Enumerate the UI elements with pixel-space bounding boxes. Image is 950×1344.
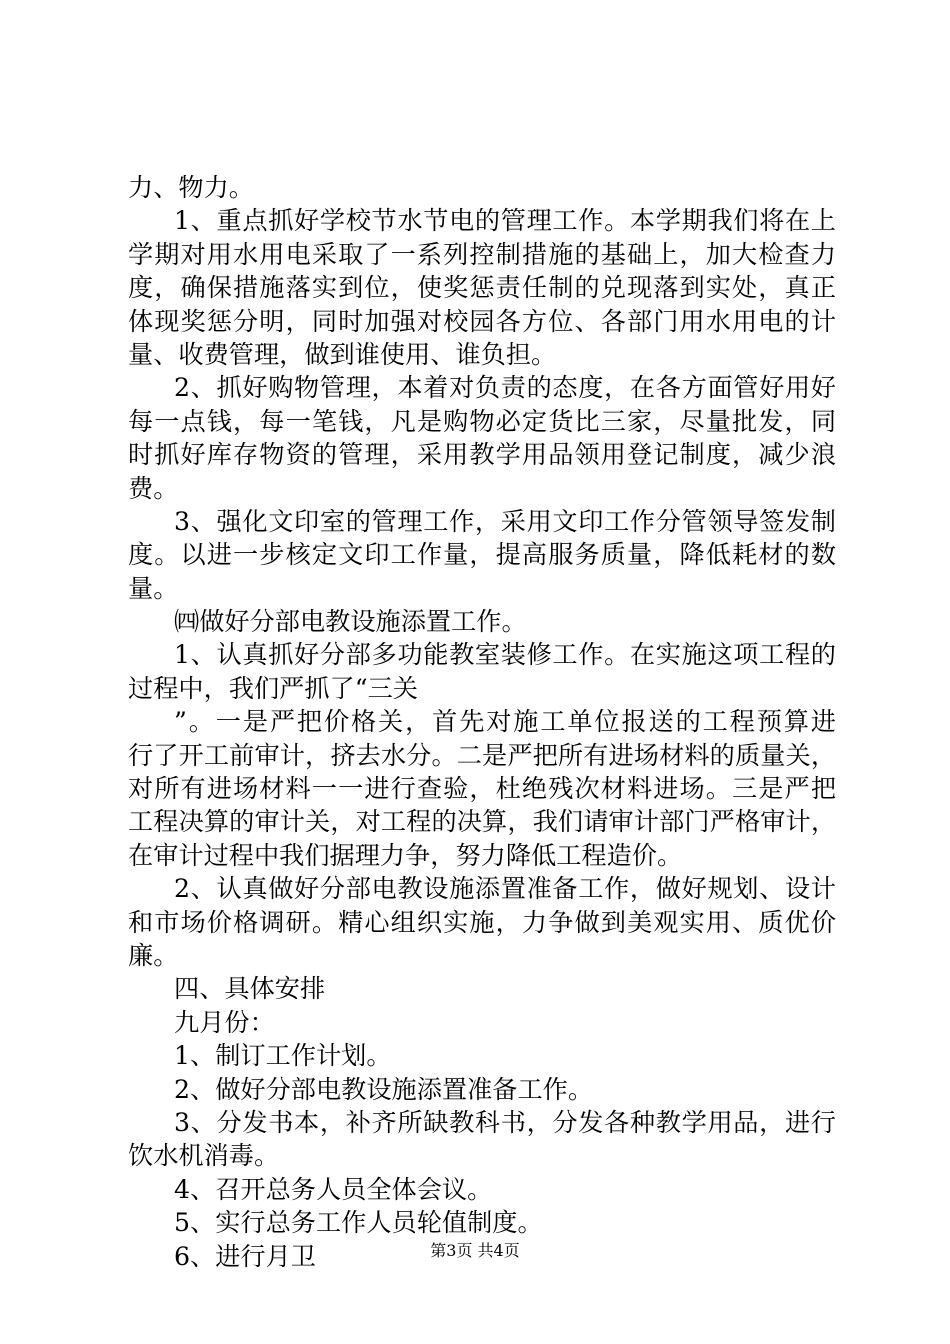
page-footer: 第3页 共4页 xyxy=(430,1241,520,1260)
text-line: 体现奖惩分明，同时加强对校园各方位、各部门用水用电的计 xyxy=(128,306,836,336)
text-line: 3、分发书本，补齐所缺教科书，分发各种教学用品，进行 xyxy=(174,1107,836,1137)
text-line: 1、制订工作计划。 xyxy=(174,1041,392,1071)
text-line: 度。以进一步核定文印工作量，提高服务质量，降低耗材的数 xyxy=(128,540,836,570)
body-text xyxy=(128,171,836,1273)
text-line: 四、具体安排 xyxy=(174,974,326,1004)
text-line: 2、认真做好分部电教设施添置准备工作，做好规划、设计 xyxy=(174,874,836,904)
text-line: 学期对用水用电采取了一系列控制措施的基础上，加大检查力 xyxy=(128,239,836,269)
text-line: 3、强化文印室的管理工作，采用文印工作分管领导签发制 xyxy=(174,506,836,536)
text-line: 在审计过程中我们据理力争，努力降低工程造价。 xyxy=(128,840,683,870)
text-line: 度，确保措施落实到位，使奖惩责任制的兑现落到实处，真正 xyxy=(128,273,836,303)
text-line: 九月份： xyxy=(174,1007,275,1037)
text-line: 和市场价格调研。精心组织实施，力争做到美观实用、质优价 xyxy=(128,907,836,937)
text-line: 廉。 xyxy=(128,940,179,970)
text-line: 2、做好分部电教设施添置准备工作。 xyxy=(174,1074,594,1104)
text-line: 时抓好库存物资的管理，采用教学用品领用登记制度，减少浪 xyxy=(128,440,836,470)
text-line: 2、抓好购物管理，本着对负责的态度，在各方面管好用好 xyxy=(174,373,836,403)
text-line: 6、进行月卫 xyxy=(174,1241,316,1271)
text-line: 量、收费管理，做到谁使用、谁负担。 xyxy=(128,339,557,369)
text-line: ”。一是严把价格关，首先对施工单位报送的工程预算进 xyxy=(174,707,836,737)
text-line: 力、物力。 xyxy=(128,173,254,202)
text-line: 工程决算的审计关，对工程的决算，我们请审计部门严格审计， xyxy=(128,807,836,837)
text-line: 对所有进场材料一一进行查验，杜绝残次材料进场。三是严把 xyxy=(128,774,836,804)
text-line: 4、召开总务人员全体会议。 xyxy=(174,1174,493,1204)
text-line: ㈣做好分部电教设施添置工作。 xyxy=(174,607,527,637)
text-line: 费。 xyxy=(128,473,179,503)
text-line: 1、重点抓好学校节水节电的管理工作。本学期我们将在上 xyxy=(174,206,836,236)
text-line: 1、认真抓好分部多功能教室装修工作。在实施这项工程的 xyxy=(174,640,836,670)
text-line: 每一点钱，每一笔钱，凡是购物必定货比三家，尽量批发，同 xyxy=(128,406,836,436)
text-line: 行了开工前审计，挤去水分。二是严把所有进场材料的质量关， xyxy=(128,740,836,770)
text-line: 量。 xyxy=(128,573,179,603)
text-line: 过程中，我们严抓了“三关 xyxy=(128,673,418,703)
text-line: 5、实行总务工作人员轮值制度。 xyxy=(174,1208,543,1238)
text-line: 饮水机消毒。 xyxy=(128,1141,280,1171)
